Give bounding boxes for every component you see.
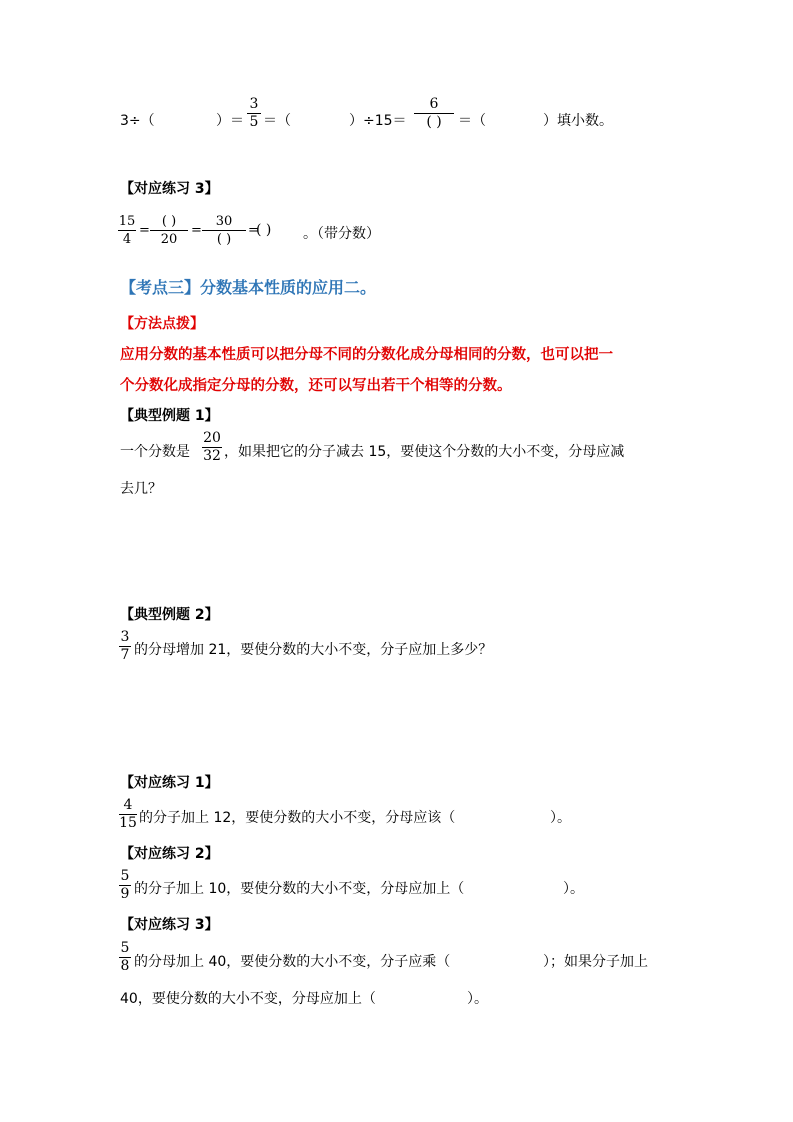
fraction-30-blank: 30 ( ) (202, 214, 246, 247)
fraction-5-8: 5 8 (120, 940, 130, 974)
practice-3b-line-2a: 40，要使分数的大小不变，分母应加上（ (120, 991, 376, 1007)
equals-sign-3: = (248, 223, 259, 238)
line1-part-d: ）÷15＝ (349, 113, 407, 129)
practice-2-close: ）。 (563, 881, 584, 897)
line1-part-a: 3÷（ (120, 113, 155, 129)
example-1-post: ，如果把它的分子减去 15，要使这个分数的大小不变，分母应减 (224, 444, 625, 460)
fraction-5-9: 5 9 (120, 868, 130, 902)
fraction-6-blank: 6 ( ) (414, 97, 454, 130)
line1-part-b: ）＝ (216, 113, 244, 129)
example-1-heading: 【典型例题 1】 (120, 408, 219, 424)
practice-3b-line-2b: ）。 (467, 991, 488, 1007)
section-title: 【考点三】分数基本性质的应用二。 (120, 278, 377, 297)
practice-3b-text: 的分母加上 40，要使分数的大小不变，分子应乘（ (134, 954, 451, 970)
practice-3b-heading: 【对应练习 3】 (120, 917, 219, 933)
fraction-20-32: 20 32 (203, 430, 221, 464)
method-text-line-1: 应用分数的基本性质可以把分母不同的分数化成分母相同的分数，也可以把一 (120, 347, 613, 363)
practice-2-text: 的分子加上 10，要使分数的大小不变，分母应加上（ (134, 881, 465, 897)
example-2-heading: 【典型例题 2】 (120, 607, 219, 623)
line1-part-f: ）填小数。 (543, 113, 613, 129)
equals-sign-1: = (139, 223, 150, 238)
method-text-line-2: 个分数化成指定分母的分数，还可以写出若干个相等的分数。 (120, 378, 512, 394)
fraction-15-4: 15 4 (118, 214, 136, 247)
method-heading: 【方法点拨】 (120, 316, 204, 332)
fraction-3-5: 3 5 (247, 97, 261, 130)
practice-1-close: ）。 (550, 810, 571, 826)
line1-part-c: ＝（ (263, 113, 291, 129)
practice-2-heading: 【对应练习 2】 (120, 846, 219, 862)
example-2-text: 的分母增加 21，要使分数的大小不变，分子应加上多少？ (134, 642, 493, 658)
practice-3b-mid: ）；如果分子加上 (543, 954, 648, 970)
fraction-blank-20: ( ) 20 (150, 214, 188, 247)
fraction-3-7: 3 7 (120, 629, 130, 663)
practice-1-text: 的分子加上 12，要使分数的大小不变，分母应该（ (139, 810, 456, 826)
fraction-4-15: 4 15 (119, 797, 137, 831)
equals-sign-2: = (191, 223, 202, 238)
practice-1-heading: 【对应练习 1】 (120, 775, 219, 791)
example-1-pre: 一个分数是 (120, 444, 190, 460)
practice-3-heading: 【对应练习 3】 (120, 181, 219, 197)
answer-blank: ( ) (256, 222, 272, 238)
example-1-line-2: 去几？ (120, 481, 162, 497)
mixed-number-note: 。（带分数） (303, 226, 380, 242)
line1-part-e: ＝（ (458, 113, 486, 129)
